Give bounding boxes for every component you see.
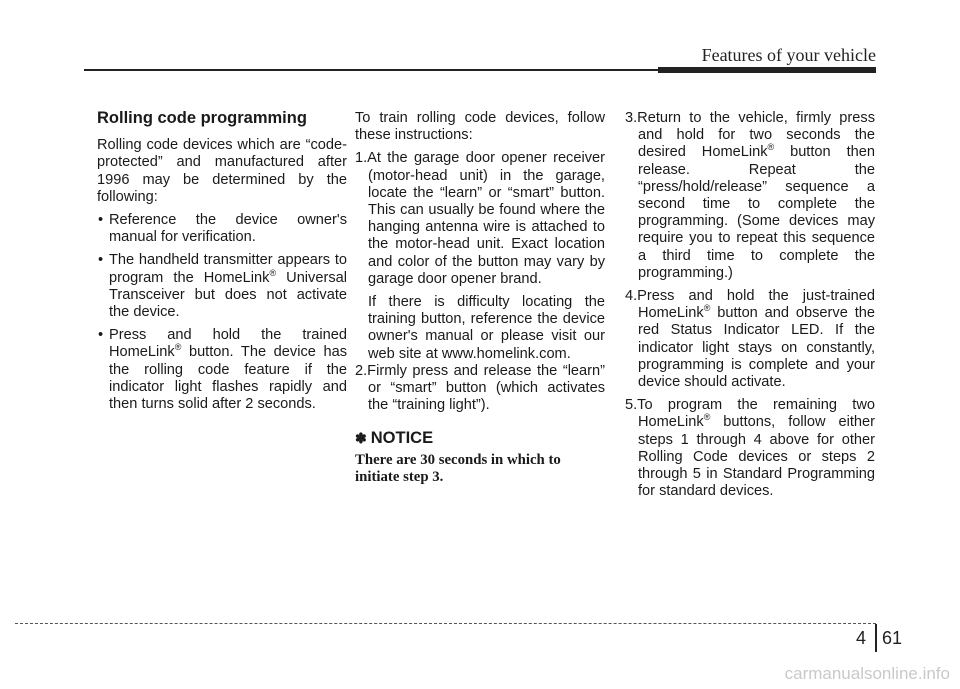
section-heading: Rolling code programming bbox=[97, 109, 307, 127]
step-text: To program the remaining two HomeLink bbox=[637, 397, 875, 431]
header-title: Features of your vehicle bbox=[701, 45, 876, 65]
intro-paragraph: Rolling code devices which are “code-protected” and manufactured after 1996 may be determined by the following: bbox=[97, 137, 347, 205]
bullet-text: button. The device has the rolling code feature if the indicator light flashes rapidly and then turns solid after 2 seconds. bbox=[109, 344, 347, 413]
bullet-icon: • bbox=[98, 327, 104, 344]
bullet-list bbox=[97, 212, 347, 413]
intro-paragraph: To train rolling code devices, follow these instructions: bbox=[355, 110, 605, 144]
registered-mark: ® bbox=[703, 412, 711, 423]
step-1-note: If there is difficulty locating the training button, reference the device owner's manual or please visit our web site at www.homelink.com. bbox=[368, 294, 605, 362]
bullet-icon: • bbox=[98, 252, 104, 269]
notice-text: There are 30 seconds in which to initiate step 3. bbox=[355, 451, 561, 485]
asterisk-icon: ✽ bbox=[355, 430, 367, 447]
watermark: carmanualsonline.info bbox=[784, 664, 950, 683]
page-number-divider bbox=[875, 624, 877, 652]
chapter-number: 4 bbox=[856, 628, 867, 648]
notice-heading bbox=[355, 430, 605, 447]
step-text: Firmly press and release the “learn” or “smart” button (which activates the “training light”). bbox=[367, 362, 605, 414]
list-item bbox=[97, 252, 347, 321]
bullet-text: Press and hold the trained HomeLink bbox=[109, 327, 347, 361]
page-number: 61 bbox=[882, 628, 903, 648]
bullet-icon: • bbox=[98, 212, 104, 229]
step-text: Return to the vehicle, firmly press and hold for two seconds the desired HomeLink bbox=[637, 110, 875, 161]
registered-mark: ® bbox=[269, 267, 277, 278]
column-middle bbox=[355, 110, 605, 486]
list-item bbox=[97, 327, 347, 413]
column-right bbox=[625, 110, 875, 506]
bullet-text: The handheld transmitter appears to program the HomeLink bbox=[109, 252, 347, 286]
list-item bbox=[97, 212, 347, 246]
step-number: 2. bbox=[355, 362, 368, 379]
step-number: 1. bbox=[355, 150, 368, 167]
step-text: button then release. Repeat the “press/hold/release” sequence a second time to complete the programming. (Some devices may require you to repeat this sequence a third time to complete the programming.) bbox=[638, 144, 875, 281]
step-text: buttons, follow either steps 1 through 4 above for other Rolling Code devices or steps 2 through 5 in Standard Programming for standard devices. bbox=[638, 414, 875, 500]
step-1 bbox=[355, 150, 605, 288]
step-5 bbox=[625, 397, 875, 500]
bullet-text: Reference the device owner's manual for verification. bbox=[109, 212, 347, 246]
step-text: At the garage door opener receiver (motor-head unit) in the garage, locate the “learn” or “smart” button. This can usually be found where the hanging antenna wire is attached to the motor-head unit. Exact location and color of the button may vary by garage door opener brand. bbox=[367, 150, 605, 287]
step-4 bbox=[625, 288, 875, 391]
step-number: 4. bbox=[625, 288, 638, 305]
bullet-text: Universal Transceiver but does not activate the device. bbox=[109, 269, 347, 321]
step-3 bbox=[625, 110, 875, 282]
registered-mark: ® bbox=[767, 142, 775, 153]
registered-mark: ® bbox=[174, 342, 182, 353]
header-rule-accent bbox=[658, 67, 876, 73]
step-number: 5. bbox=[625, 397, 638, 414]
registered-mark: ® bbox=[703, 303, 711, 314]
column-left bbox=[97, 110, 347, 419]
step-text: button and observe the red Status Indicator LED. If the indicator light stays on constantly, programming is complete and your device should activate. bbox=[638, 305, 875, 391]
footer-rule bbox=[15, 623, 876, 624]
step-2 bbox=[355, 363, 605, 415]
notice-title: NOTICE bbox=[370, 429, 434, 448]
step-number: 3. bbox=[625, 110, 638, 126]
step-text: Press and hold the just-trained HomeLink bbox=[637, 288, 875, 322]
